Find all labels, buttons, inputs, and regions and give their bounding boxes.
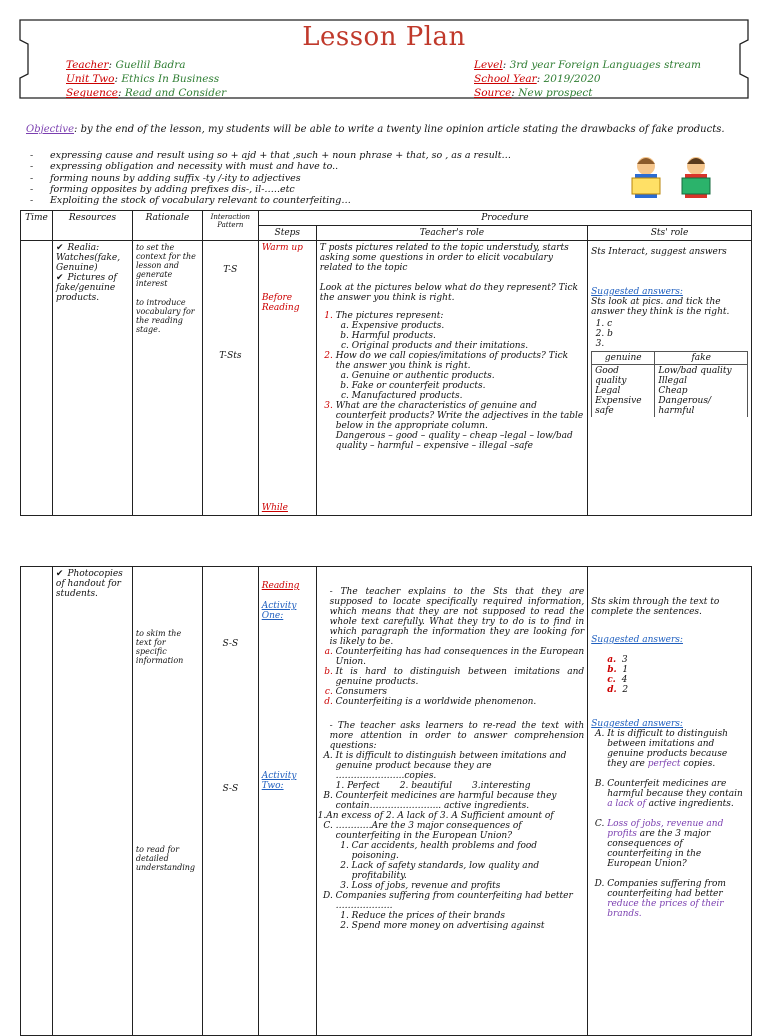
sts-answer-b: B. Counterfeit medicines are harmful because they contain a lack of active ingredients. — [607, 779, 748, 809]
pattern-item: S-S — [222, 784, 239, 794]
rationale-item: to skim the text for specific information — [135, 629, 184, 665]
col-sts-role: Sts' role — [588, 226, 752, 241]
col-resources: Resources — [52, 211, 132, 241]
option: a. Genuine or authentic products. — [352, 371, 584, 381]
resources-cell — [52, 241, 132, 516]
question-3: 3. What are the characteristics of genuine and counterfeit products? Write the adjectives in the table below in the appropriate column. Dangerous – good – quality – cheap –legal – low/bad quality – harmful – expensive – illegal –safe — [336, 401, 584, 451]
option: c. Original products and their imitations. — [352, 341, 584, 351]
activity-one-item: a. Counterfeiting has had consequences in the European Union. — [336, 647, 585, 667]
sts-role-cell — [588, 241, 752, 516]
col-pattern: Interaction Pattern — [202, 211, 258, 241]
objective-label: Objective — [26, 124, 75, 135]
question-2: 2. How do we call copies/imitations of products? Tick the answer you think is right. a. Genuine or authentic products. b. Fake or counterfeit products. c. Manufactured products. — [336, 351, 584, 401]
activity-one-item: d. Counterfeiting is a worldwide phenomenon. — [336, 697, 585, 707]
pattern-item: S-S — [222, 639, 239, 649]
sts-suggested-label-2: Suggested answers: — [591, 719, 683, 729]
goal-item: - expressing obligation and necessity with must and have to.. — [30, 161, 590, 172]
adj-cell: Low/bad quality Illegal Cheap Dangerous/ harmful — [655, 365, 748, 418]
question-b: B. Counterfeit medicines are harmful because they contain…………………... active ingredients. — [336, 791, 585, 811]
col-teacher-role: Teacher's role — [316, 226, 587, 241]
page-title: Lesson Plan — [302, 22, 466, 52]
question-a: A. It is difficult to distinguish between imitations and genuine product because they are …………………..copies. 1. Perfect 2. beautiful 3.interesting — [336, 751, 585, 791]
step-before-reading: Before Reading — [261, 293, 300, 313]
question-c-options: 1. Car accidents, health problems and food poisoning. 2. Lack of safety standards, low quality and profitability. 3. Loss of jobs, revenue and profits — [336, 841, 585, 891]
adj-head-fake: fake — [655, 352, 748, 365]
col-time: Time — [21, 211, 53, 241]
steps-cell — [258, 567, 316, 1036]
activity-two-questions-cont — [320, 821, 585, 931]
procedure-table-1 — [20, 210, 752, 516]
activity-one-intro: - The teacher explains to the Sts that they are supposed to locate specifically required information, which means that they are not supposed to read the whole text carefully. What they try to do is to find in which paragraph the information they are looking for is likely to be. — [329, 587, 585, 647]
adj-head-genuine: genuine — [592, 352, 655, 365]
question-1: 1. The pictures represent: a. Expensive products. b. Harmful products. c. Original products and their imitations. — [336, 311, 584, 351]
meta-source: Source: New prospect — [474, 87, 593, 99]
sts-role-cell — [588, 567, 752, 1036]
resource-item: ✔ Realia: Watches(fake, Genuine) — [56, 243, 129, 273]
rationale-cell — [132, 241, 202, 516]
option: b. Fake or counterfeit products. — [352, 381, 584, 391]
goal-item: - expressing cause and result using so + ajd + that ,such + noun phrase + that, so , as a result… — [30, 150, 590, 161]
meta-sequence: Sequence: Read and Consider — [66, 87, 227, 99]
question-c: C. …………Are the 3 major consequences of counterfeiting in the European Union? 1. Car accidents, health problems and food poisoning. 2. Lack of safety standards, low quality and profitability. 3. Loss of jobs, revenue and profits — [336, 821, 585, 891]
question-3-words: Dangerous – good – quality – cheap –legal – low/bad quality – harmful – expensive – illegal –safe — [335, 431, 573, 451]
goals-list — [30, 150, 590, 206]
steps-cell — [258, 241, 316, 516]
objective: Objective: by the end of the lesson, my students will be able to write a twenty line opinion article stating the drawbacks of fake products. — [26, 124, 725, 135]
option: a. Expensive products. — [352, 321, 584, 331]
question-d-options: 1. Reduce the prices of their brands 2. Spend more money on advertising against — [336, 911, 585, 931]
procedure-table-2 — [20, 566, 752, 1036]
step-while: While — [261, 503, 288, 513]
meta-teacher: Teacher: Guellil Badra — [66, 59, 186, 71]
step-warm-up: Warm up — [261, 243, 303, 253]
rationale-item: to read for detailed understanding — [135, 845, 196, 872]
meta-level: Level: 3rd year Foreign Languages stream — [474, 59, 702, 71]
time-cell — [21, 567, 53, 1036]
sts-activity-one-answers: a. 3 b. 1 c. 4 d. 2 — [607, 655, 629, 695]
time-cell — [21, 241, 53, 516]
resource-item: ✔ Photocopies of handout for students. — [56, 569, 129, 599]
pattern-item: T-S — [223, 265, 238, 275]
col-steps: Steps — [258, 226, 316, 241]
sts-skim: Sts skim through the text to complete the sentences. — [591, 597, 720, 617]
rationale-cell — [132, 567, 202, 1036]
teacher-intro: T posts pictures related to the topic understudy, starts asking some questions in order to elicit vocabulary related to the topic — [319, 243, 569, 273]
adjectives-table — [591, 351, 748, 417]
col-rationale: Rationale — [132, 211, 202, 241]
step-activity-one: Activity One: — [261, 601, 297, 621]
sts-task: Sts look at pics. and tick the answer they think is the right. — [591, 297, 730, 317]
teacher-role-cell — [316, 567, 588, 1036]
sts-answer: 2. b — [607, 329, 748, 339]
sts-answer-a: A. It is difficult to distinguish between imitations and genuine products because they are perfect copies. — [607, 729, 748, 769]
question-1-options — [336, 321, 584, 351]
question-d: D. Companies suffering from counterfeiting had better ………………. 1. Reduce the prices of their brands 2. Spend more money on advertising against — [336, 891, 585, 931]
sts-suggested-label: Suggested answers: — [591, 635, 683, 645]
sts-intro: Sts Interact, suggest answers — [591, 247, 727, 257]
pattern-cell — [202, 567, 258, 1036]
teacher-role-cell — [316, 241, 587, 516]
objective-text: by the end of the lesson, my students will be able to write a twenty line opinion article stating the drawbacks of fake products. — [80, 124, 725, 135]
option: c. Manufactured products. — [352, 391, 584, 401]
rationale-item: to introduce vocabulary for the reading stage. — [135, 298, 195, 334]
sts-answer-d: D. Companies suffering from counterfeiting had better reduce the prices of their brands. — [607, 879, 748, 919]
question-2-options — [336, 371, 584, 401]
question-a-options: 1. Perfect 2. beautiful 3.interesting — [335, 781, 531, 791]
col-procedure: Procedure — [258, 211, 751, 226]
kids-reading-illustration — [618, 152, 728, 204]
teacher-prompt: Look at the pictures below what do they represent? Tick the answer you think is right. — [319, 283, 578, 303]
pattern-cell — [202, 241, 258, 516]
header-left-meta — [66, 58, 366, 100]
activity-one-items — [320, 647, 585, 707]
pattern-item: T-Sts — [219, 351, 242, 361]
rationale-item: to set the context for the lesson and generate interest — [135, 243, 196, 288]
sts-answer-c: C. Loss of jobs, revenue and profits are the 3 major consequences of counterfeiting in the European Union? — [607, 819, 748, 869]
goal-item: - forming opposites by adding prefixes dis-, il-…..etc — [30, 184, 590, 195]
activity-two-intro: - The teacher asks learners to re-read the text with more attention in order to answer comprehension questions: — [329, 721, 585, 751]
resource-item: ✔ Pictures of fake/genuine products. — [56, 273, 129, 303]
question-b-options: 1.An excess of 2. A lack of 3. A Sufficient amount of — [317, 811, 554, 821]
sts-answer — [607, 339, 748, 349]
activity-two-questions — [320, 751, 585, 811]
activity-one-item: b. It is hard to distinguish between imitations and genuine products. — [336, 667, 585, 687]
sts-suggested-label: Suggested answers: — [591, 287, 683, 297]
meta-school-year: School Year: 2019/2020 — [474, 73, 601, 85]
step-reading: Reading — [261, 581, 300, 591]
step-activity-two: Activity Two: — [261, 771, 297, 791]
activity-one-item: c. Consumers — [336, 687, 585, 697]
sts-answer: 1. c — [607, 319, 748, 329]
meta-unit: Unit Two: Ethics In Business — [66, 73, 220, 85]
resources-cell — [52, 567, 132, 1036]
header-right-meta — [474, 58, 744, 100]
option: b. Harmful products. — [352, 331, 584, 341]
sts-answers — [591, 319, 748, 349]
adj-cell: Good quality Legal Expensive safe — [592, 365, 655, 418]
goal-item: - Exploiting the stock of vocabulary relevant to counterfeiting… — [30, 195, 590, 206]
goal-item: - forming nouns by adding suffix -ty /-ity to adjectives — [30, 173, 590, 184]
teacher-questions — [320, 311, 584, 451]
sts-activity-two-answers — [591, 729, 748, 919]
